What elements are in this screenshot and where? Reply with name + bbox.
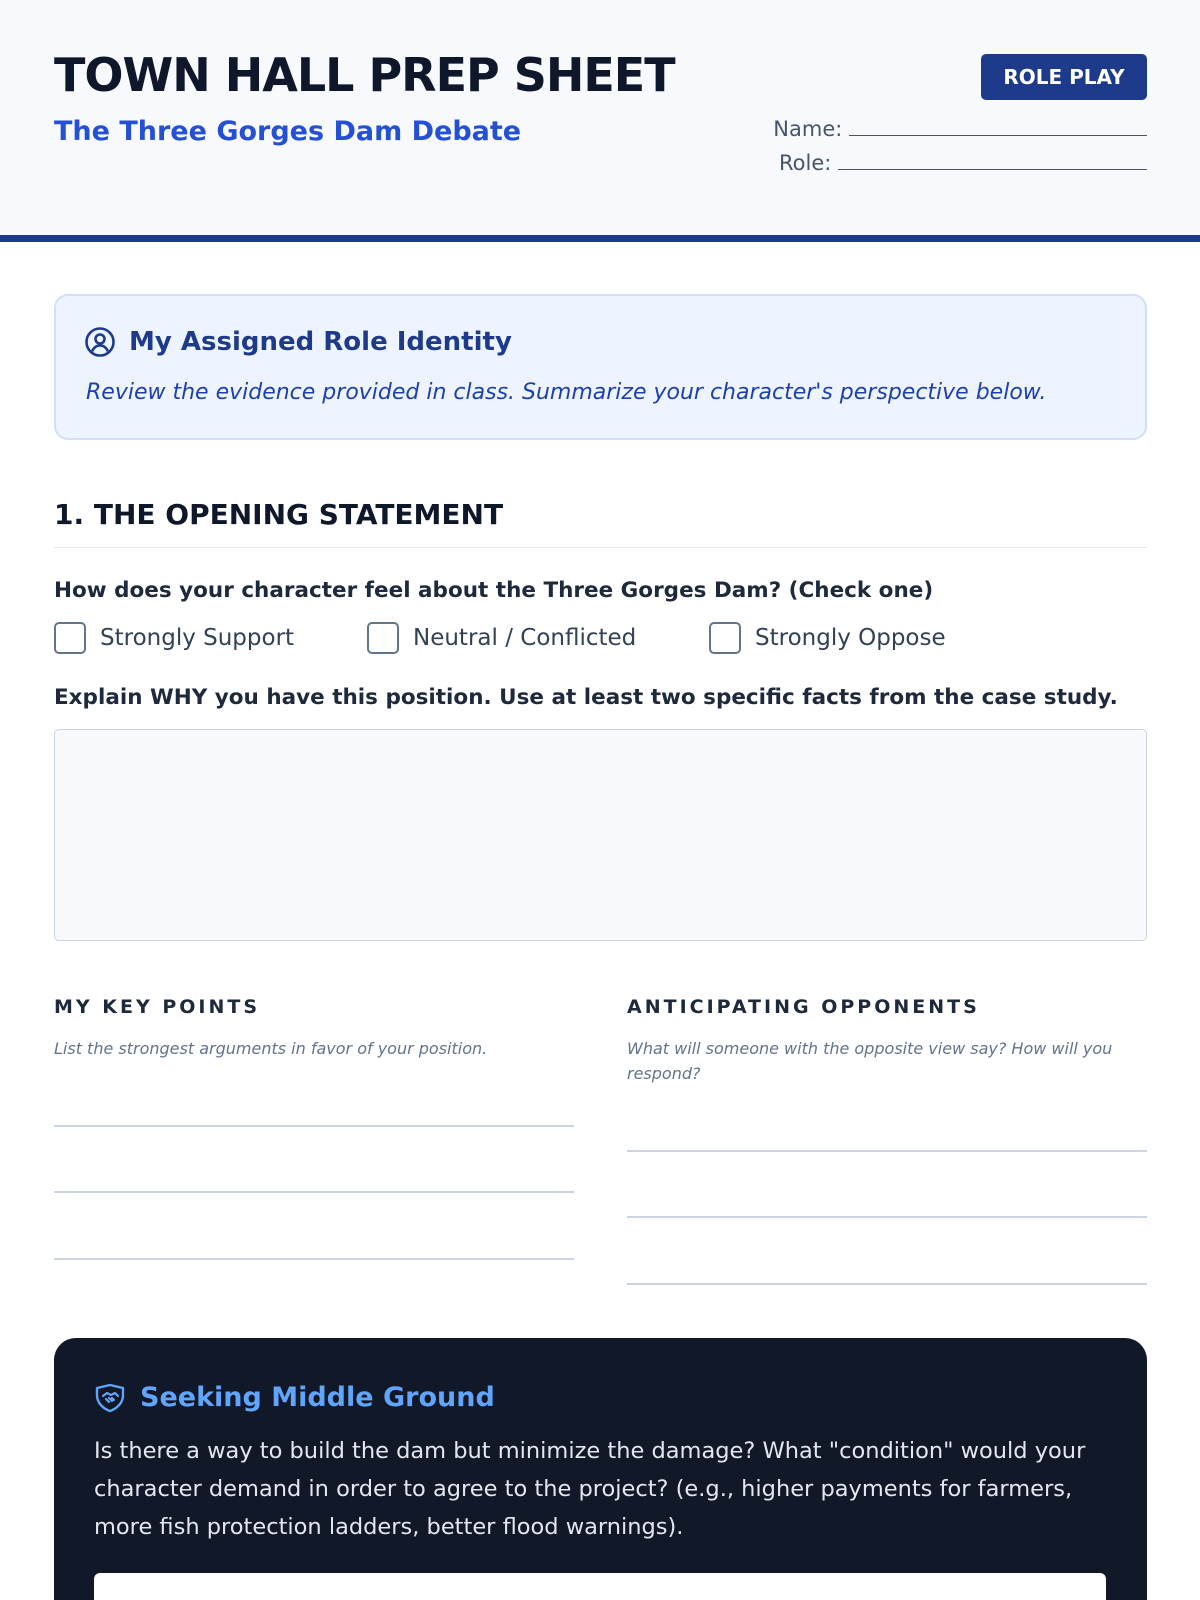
key-points-hint: List the strongest arguments in favor of your position.: [54, 1039, 488, 1058]
opponents-line-1[interactable]: [627, 1150, 1147, 1152]
option-label: Strongly Support: [100, 625, 295, 651]
option-strongly-support[interactable]: [54, 622, 294, 654]
middle-ground-panel: [54, 1338, 1147, 1600]
explain-prompt: Explain WHY you have this position. Use at least two specific facts from the case study.: [54, 685, 1118, 710]
option-label: Strongly Oppose: [755, 625, 946, 651]
middle-ground-answer-box[interactable]: [94, 1573, 1106, 1600]
role-identity-heading: [84, 326, 512, 358]
role-play-badge: ROLE PLAY: [981, 54, 1147, 100]
page-title: TOWN HALL PREP SHEET: [54, 48, 675, 102]
page-subtitle: The Three Gorges Dam Debate: [54, 116, 522, 147]
opponents-hint: What will someone with the opposite view say? How will you respond?: [627, 1039, 1113, 1083]
middle-ground-title: Seeking Middle Ground: [140, 1382, 495, 1413]
key-points-heading: MY KEY POINTS: [54, 996, 261, 1018]
opponents-line-2[interactable]: [627, 1216, 1147, 1218]
checkbox-neutral[interactable]: [367, 622, 399, 654]
opponents-heading: ANTICIPATING OPPONENTS: [627, 996, 980, 1018]
key-points-line-2[interactable]: [54, 1191, 574, 1193]
option-strongly-oppose[interactable]: [709, 622, 946, 654]
role-identity-title: My Assigned Role Identity: [129, 327, 512, 357]
checkbox-strongly-support[interactable]: [54, 622, 86, 654]
role-blank[interactable]: [838, 152, 1147, 170]
explanation-answer-box[interactable]: [54, 729, 1147, 941]
role-identity-card: [54, 294, 1147, 440]
option-neutral[interactable]: [367, 622, 636, 654]
name-label: Name:: [773, 117, 843, 141]
key-points-line-3[interactable]: [54, 1258, 574, 1260]
key-points-line-1[interactable]: [54, 1125, 574, 1127]
name-blank[interactable]: [849, 118, 1147, 136]
opponents-line-3[interactable]: [627, 1283, 1147, 1285]
role-field[interactable]: [779, 151, 1147, 175]
section-divider: [54, 547, 1147, 548]
role-identity-instructions: Review the evidence provided in class. Summarize your character's perspective below.: [86, 380, 1047, 405]
middle-ground-heading: [94, 1382, 495, 1413]
role-label: Role:: [778, 151, 832, 175]
middle-ground-prompt: Is there a way to build the dam but minimize the damage? What "condition" would your character demand in order to agree to the project? (e.g., higher payments for farmers, more fish protection ladders, better flood warnings).: [94, 1438, 1086, 1540]
page-header: [0, 0, 1200, 242]
checkbox-strongly-oppose[interactable]: [709, 622, 741, 654]
feeling-question: How does your character feel about the Three Gorges Dam? (Check one): [54, 578, 934, 603]
name-field[interactable]: [773, 117, 1147, 141]
opening-section-title: 1. THE OPENING STATEMENT: [54, 498, 504, 531]
handshake-icon: [94, 1383, 126, 1413]
option-label: Neutral / Conflicted: [413, 625, 637, 651]
user-circle-icon: [84, 326, 116, 358]
